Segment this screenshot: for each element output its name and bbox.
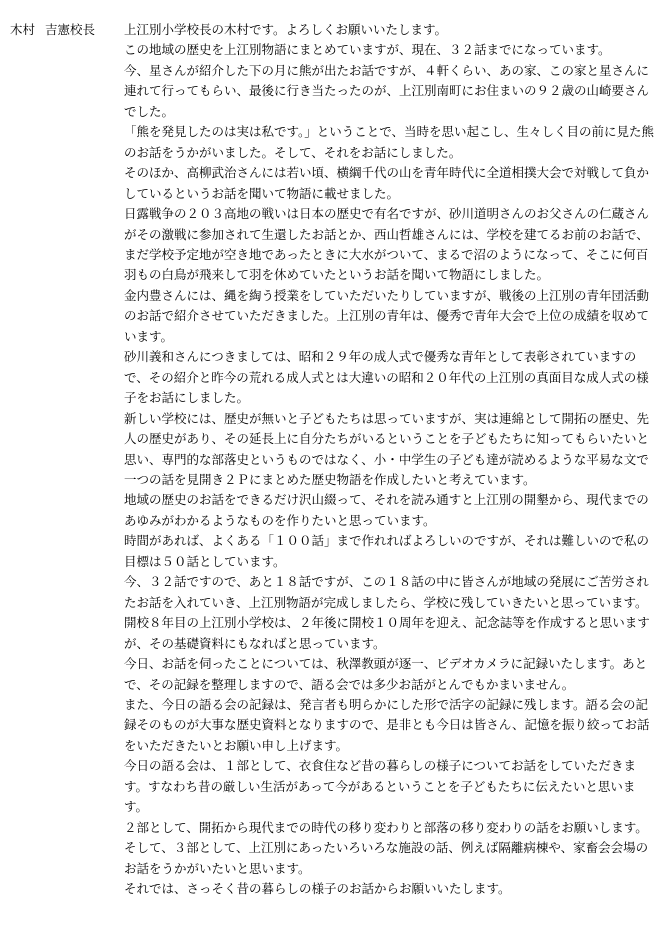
paragraph: 時間があれば、よくある「１００話」まで作れればよろしいのですが、それは難しいので私の目標は５０話としています。 [124,533,650,569]
paragraph: それでは、さっそく昔の暮らしの様子のお話からお願いいたします。 [124,881,511,897]
paragraph: 今日、お話を伺ったことについては、秋澤教頭が逐一、ビデオカメラに記録いたします。あとで、その記録を整理しますので、語る会では多少お話がとんでもかまいません。 [124,656,648,692]
paragraph: 砂川義和さんにつきましては、昭和２９年の成人式で優秀な青年として表彰されていますので、その紹介と昨今の荒れる成人式とは大違いの昭和２０年代の上江別の真面目な成人式の様子をお話にしました。 [124,349,649,406]
paragraph: 今、星さんが紹介した下の月に熊が出たお話ですが、４軒くらい、あの家、この家と星さんに連れて行ってもらい、最後に行き当たったのが、上江別南町にお住まいの９２歳の山崎要さんでした。 [124,62,650,119]
speaker-label [10,20,95,40]
paragraph: 地域の歴史のお話をできるだけ沢山綴って、それを読み通すと上江別の開墾から、現代までのあゆみがわかるようなものを作りたいと思っています。 [124,492,649,528]
speaker-name: 木村 [10,22,36,37]
paragraph: 「熊を発見したのは実は私です。」ということで、当時を思い起こし、生々しく目の前に見た熊のお話をうかがいました。そして、それをお話にしました。 [124,124,655,160]
speaker-title: 吉憲校長 [45,22,96,37]
paragraph: 新しい学校には、歴史が無いと子どもたちは思っていますが、実は連綿として開拓の歴史、先人の歴史があり、その延長上に自分たちがいるということを子どもたちに知ってもらいたいと思い、専門的な部落史というものではなく、小・中学生の子ども達が読めるような平易な文で一つの話を見開き２Ｐにまとめた歴史物語を作成したいと考えています。 [124,410,650,487]
paragraph: 金内豊さんには、縄を綯う授業をしていただいたりしていますが、戦後の上江別の青年団活動のお話で紹介させていただきました。上江別の青年は、優秀で青年大会で上位の成績を収めています。 [124,287,650,344]
paragraph: また、今日の語る会の記録は、発言者も明らかにした形で活字の記録に残します。語る会の記録そのものが大事な歴史資料となりますので、是非とも今日は皆さん、記憶を振り絞ってお話をいただきたいとお願い申し上げます。 [124,696,650,753]
paragraph: 開校８年目の上江別小学校は、２年後に開校１０周年を迎え、記念誌等を作成すると思いますが、その基礎資料にもなればと思っています。 [124,615,650,651]
speech-body [124,20,654,899]
paragraph: 上江別小学校長の木村です。よろしくお願いいたします。 [124,22,448,37]
paragraph: この地域の歴史を上江別物語にまとめていますが、現在、３２話までになっています。 [124,42,611,58]
paragraph: ２部として、開拓から現代までの時代の移り変わりと部落の移り変わりの話をお願いします。そして、３部として、上江別にあったいろいろな施設の話、例えば隔離病棟や、家畜会会場のお話をうかがいたいと思います。 [124,819,649,876]
paragraph: 今日の語る会は、１部として、衣食住など昔の暮らしの様子についてお話をしていただきます。すなわち昔の厳しい生活があって今があるということを子どもたちに伝えたいと思います。 [124,758,637,815]
paragraph: 今、３２話ですので、あと１８話ですが、この１８話の中に皆さんが地域の発展にご苦労されたお話を入れていき、上江別物語が完成しましたら、学校に残していきたいと思っています。 [124,574,649,610]
paragraph: 日露戦争の２０３高地の戦いは日本の歴史で有名ですが、砂川道明さんのお父さんの仁蔵さんがその激戦に参加されて生還したお話とか、西山哲雄さんには、学校を建てるお前のお話で、まだ学校予定地が空き地であったときに大水がついて、まるで沼のようになって、そこに何百羽もの白鳥が飛来して羽を休めていたというお話を聞いて物語にしました。 [124,206,650,283]
paragraph: そのほか、高柳武治さんには若い頃、横綱千代の山を青年時代に全道相撲大会で対戦して負かしているというお話を聞いて物語に載せました。 [124,165,650,201]
